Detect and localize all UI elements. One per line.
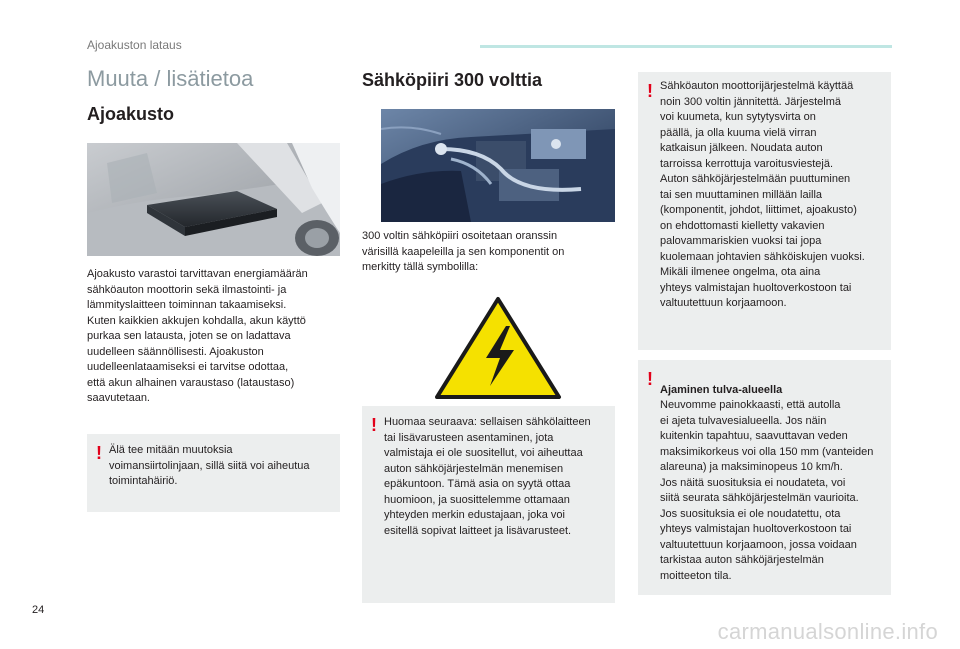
high-voltage-symbol bbox=[434, 296, 562, 400]
right-warning-box-1 bbox=[638, 72, 891, 350]
warning-icon: ! bbox=[371, 415, 377, 435]
left-warning-box bbox=[87, 434, 340, 512]
warning-icon: ! bbox=[647, 81, 653, 101]
watermark: carmanualsonline.info bbox=[717, 619, 938, 644]
header-title: Ajoakuston lataus bbox=[87, 38, 182, 52]
battery-photo bbox=[87, 143, 340, 256]
heading-sahkopiiri: Sähköpiiri 300 volttia bbox=[362, 70, 543, 90]
left-warning-text: Älä tee mitään muutoksia voimansiirtolinjaan, sillä siitä voi aiheutua toimintahäiriö. bbox=[109, 444, 310, 487]
middle-warning-box bbox=[362, 406, 615, 603]
flood-heading: Ajaminen tulva-alueella bbox=[660, 383, 783, 396]
section-title: Muuta / lisätietoa bbox=[87, 66, 254, 91]
heading-ajoakusto: Ajoakusto bbox=[87, 104, 175, 124]
warning-icon: ! bbox=[647, 369, 653, 389]
right-warning-box-2 bbox=[638, 360, 891, 595]
right-warning-text-2 bbox=[660, 367, 892, 584]
header-accent-bar bbox=[480, 45, 892, 48]
page-number: 24 bbox=[32, 604, 45, 616]
electric-circuit-photo bbox=[381, 109, 615, 222]
middle-warning-text: Huomaa seuraava: sellaisen sähkölaitteen tai lisävarusteen asentaminen, jota valmistaja ei ole suositellut, voi aiheuttaa auton sähköjärjestelmän menemisen epäkuntoon. Tämä asia on syytä ottaa huomioon, ja suosittelemme ottamaan yhteyden merkin edustajaan, joka voi esitellä sopivat laitteet ja lisävarusteet. bbox=[384, 416, 591, 537]
right-warning-text-1: Sähköauton moottorijärjestelmä käyttää noin 300 voltin jännitettä. Järjestelmä voi kuumeta, kun sytytysvirta on päällä, ja olla kuuma vielä virran katkaisun jälkeen. Noudata auton tarroissa kerrottuja varoitusviestejä. Auton sähköjärjestelmään puuttuminen tai sen muuttaminen millään lailla (komponentit, johdot, liittimet, ajoakusto) on ehdottomasti kielletty vakavien palovammariskien vuoksi tai jopa kuolemaan johtavien sähköiskujen vuoksi. Mikäli ilmenee ongelma, ota aina yhteys valmistajan huoltoverkostoon tai valtuutettuun korjaamoon. bbox=[660, 80, 865, 309]
flood-text: Neuvomme painokkaasti, että autolla ei ajeta tulvavesialueella. Jos näin kuitenkin tapahtuu, saavuttavan veden maksimikorkeus voi olla 150 mm (vanteiden alareuna) ja maksiminopeus 10 km/h. Jos näitä suosituksia ei noudateta, voi siitä seurata sähköjärjestelmän vaurioita. Jos suosituksia ei ole noudatettu, ota yhteys valmistajan huoltoverkostoon tai valtuutettuun korjaamoon, jossa voidaan tarkistaa auton sähköjärjestelmän moitteeton tila. bbox=[660, 399, 874, 582]
warning-icon: ! bbox=[96, 443, 102, 463]
middle-paragraph: 300 voltin sähköpiiri osoitetaan oranssin värisillä kaapeleilla ja sen komponentit on merkitty tällä symbolilla: bbox=[362, 230, 565, 273]
left-paragraph: Ajoakusto varastoi tarvittavan energiamäärän sähköauton moottorin sekä ilmastointi- ja lämmityslaitteen toiminnan takaamiseksi. Kuten kaikkien akkujen kohdalla, akun käyttö purkaa sen latausta, joten se on ladattava uudelleen säännöllisesti. Ajoakuston uudelleenlataamiseksi ei tarvitse odottaa, että akun alhainen varaustaso (lataustaso) saavutetaan. bbox=[87, 268, 308, 404]
